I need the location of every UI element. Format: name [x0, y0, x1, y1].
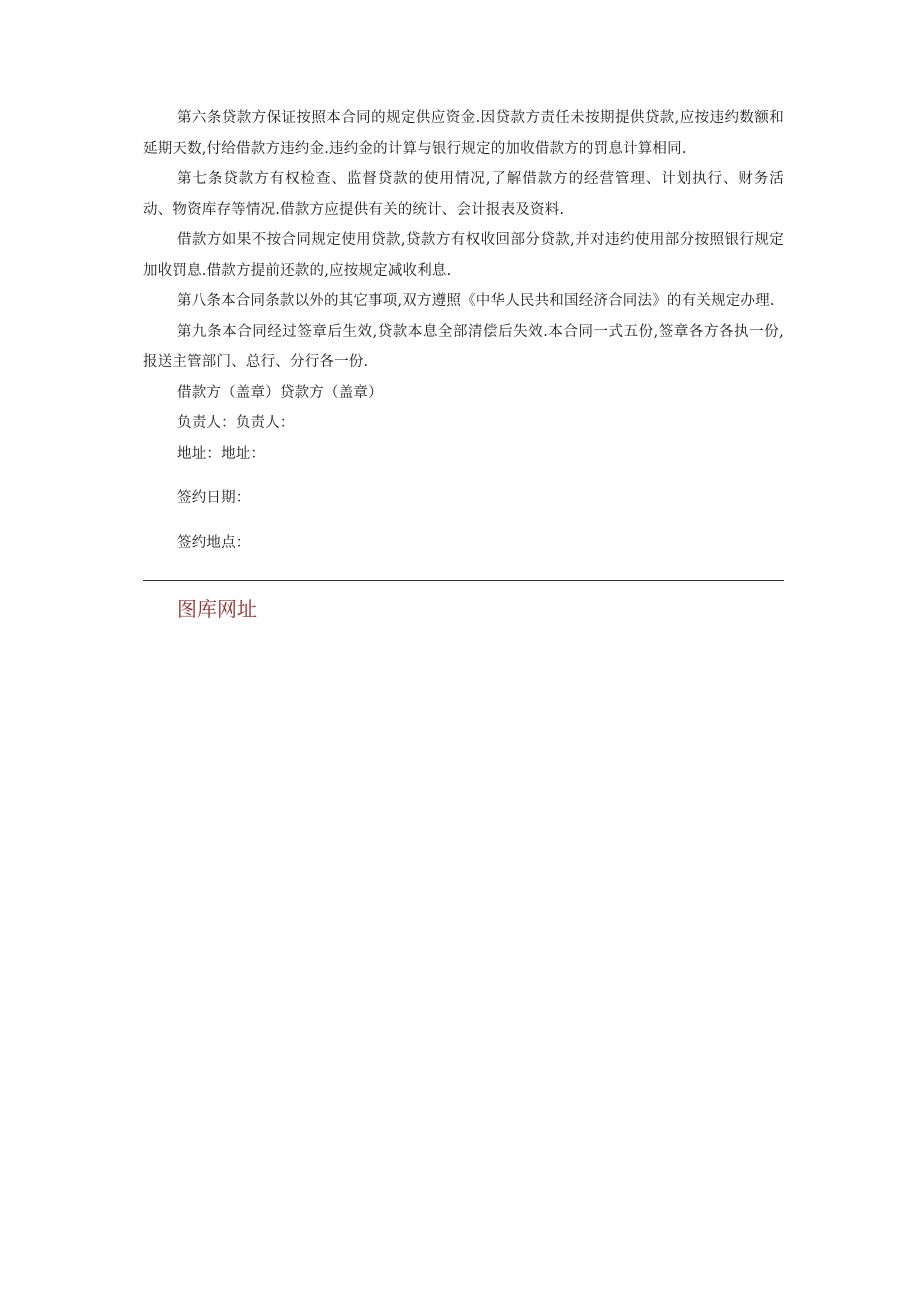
gallery-website-link[interactable]: 图库网址 — [177, 597, 257, 621]
article-6-paragraph: 第六条贷款方保证按照本合同的规定供应资金.因贷款方责任未按期提供贷款,应按违约数额和延期天数,付给借款方违约金.违约金的计算与银行规定的加收借款方的罚息计算相同. — [143, 110, 784, 157]
signature-place-line: 签约地点： — [177, 534, 251, 551]
horizontal-divider — [143, 580, 784, 581]
signature-date-line: 签约日期： — [177, 490, 251, 506]
spacer — [143, 514, 784, 528]
spacer — [143, 469, 784, 483]
article-8-paragraph: 第八条本合同条款以外的其它事项,双方遵照《中华人民共和国经济合同法》的有关规定办理. — [177, 293, 775, 309]
signature-responsible-line: 负责人：负责人： — [177, 415, 295, 431]
contract-body — [143, 103, 784, 558]
misuse-paragraph: 借款方如果不按合同规定使用贷款,贷款方有权收回部分贷款,并对违约使用部分按照银行规定加收罚息.借款方提前还款的,应按规定减收利息. — [143, 232, 784, 279]
signature-parties-line: 借款方（盖章）贷款方（盖章） — [177, 384, 383, 401]
article-9-paragraph: 第九条本合同经过签章后生效,贷款本息全部清偿后失效.本合同一式五份,签章各方各执一份,报送主管部门、总行、分行各一份. — [143, 323, 784, 370]
signature-address-line: 地址：地址： — [177, 445, 266, 462]
article-7-paragraph: 第七条贷款方有权检查、监督贷款的使用情况,了解借款方的经营管理、计划执行、财务活动、物资库存等情况.借款方应提供有关的统计、会计报表及资料. — [143, 171, 784, 218]
